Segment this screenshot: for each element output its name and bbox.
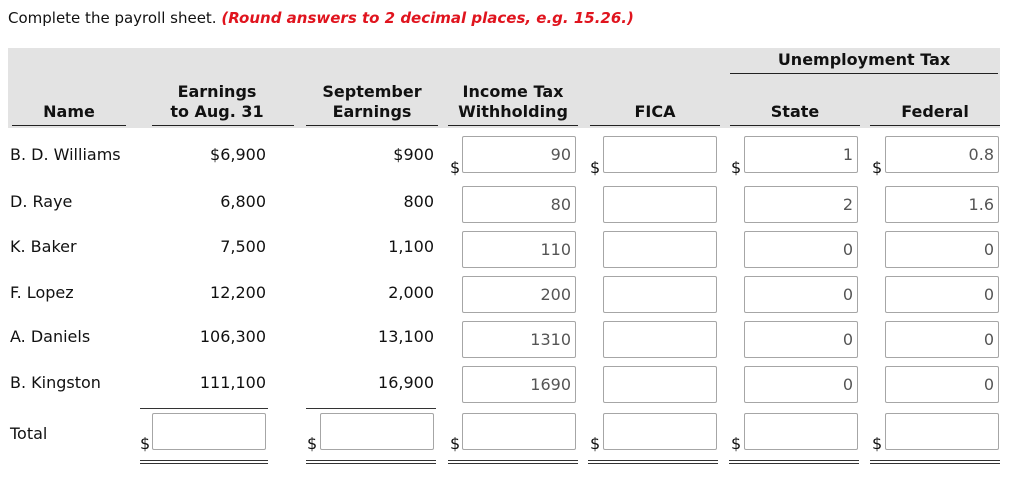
fica-input[interactable] (603, 231, 717, 268)
total-double-rule (729, 460, 859, 464)
header-earnings-l2: to Aug. 31 (170, 102, 264, 121)
rounding-note: (Round answers to 2 decimal places, e.g. 15.26.) (221, 9, 634, 27)
header-earnings-l1: Earnings (177, 82, 257, 101)
fica-input[interactable] (603, 136, 717, 173)
total-federal-tax-input[interactable] (885, 413, 999, 450)
total-income-tax-input[interactable] (462, 413, 576, 450)
dollar-sign: $ (590, 158, 601, 177)
header-rule-state (730, 125, 860, 126)
header-name: Name (43, 102, 95, 121)
header-state: State (770, 102, 820, 121)
income-tax-input[interactable] (462, 276, 576, 313)
federal-tax-input[interactable] (885, 136, 999, 173)
header-rule-september (306, 125, 438, 126)
fica-input[interactable] (603, 186, 717, 223)
total-double-rule (306, 460, 436, 464)
total-rule-earnings (140, 408, 268, 409)
instruction (8, 8, 634, 28)
row-name: B. D. Williams (10, 145, 121, 164)
dollar-sign: $ (872, 434, 883, 453)
income-tax-input[interactable] (462, 321, 576, 358)
total-label: Total (10, 424, 48, 443)
state-tax-input[interactable] (744, 136, 858, 173)
header-tax-l1: Income Tax (462, 82, 564, 101)
total-fica-input[interactable] (603, 413, 717, 450)
total-state-tax-input[interactable] (744, 413, 858, 450)
total-rule-september (306, 408, 436, 409)
row-earnings: $6,900 (210, 145, 266, 164)
instruction-text: Complete the payroll sheet. (8, 9, 217, 27)
header-rule-name (12, 125, 126, 126)
federal-tax-input[interactable] (885, 321, 999, 358)
row-earnings: 111,100 (199, 373, 266, 392)
row-name: B. Kingston (10, 373, 101, 392)
header-federal: Federal (901, 102, 969, 121)
row-name: F. Lopez (10, 283, 74, 302)
income-tax-input[interactable] (462, 186, 576, 223)
header-september-l2: Earnings (332, 102, 412, 121)
row-name: D. Raye (10, 192, 73, 211)
header-rule-federal (870, 125, 1000, 126)
row-earnings: 7,500 (220, 237, 266, 256)
state-tax-input[interactable] (744, 186, 858, 223)
dollar-sign: $ (731, 434, 742, 453)
dollar-sign: $ (450, 434, 461, 453)
header-rule-earnings (152, 125, 294, 126)
total-double-rule (448, 460, 578, 464)
row-september: $900 (393, 145, 434, 164)
dollar-sign: $ (450, 158, 461, 177)
row-september: 13,100 (378, 327, 434, 346)
row-september: 16,900 (378, 373, 434, 392)
row-september: 800 (403, 192, 434, 211)
header-rule-fica (590, 125, 720, 126)
federal-tax-input[interactable] (885, 366, 999, 403)
fica-input[interactable] (603, 276, 717, 313)
header-unemployment-rule (730, 73, 998, 74)
header-unemployment-tax: Unemployment Tax (777, 50, 951, 69)
income-tax-input[interactable] (462, 136, 576, 173)
state-tax-input[interactable] (744, 231, 858, 268)
row-name: K. Baker (10, 237, 77, 256)
dollar-sign: $ (590, 434, 601, 453)
dollar-sign: $ (307, 434, 318, 453)
row-september: 2,000 (388, 283, 434, 302)
state-tax-input[interactable] (744, 276, 858, 313)
header-september-l1: September (322, 82, 422, 101)
total-double-rule (140, 460, 268, 464)
row-earnings: 6,800 (220, 192, 266, 211)
dollar-sign: $ (731, 158, 742, 177)
header-rule-tax (448, 125, 578, 126)
row-name: A. Daniels (10, 327, 91, 346)
federal-tax-input[interactable] (885, 186, 999, 223)
total-double-rule (870, 460, 1000, 464)
header-tax-l2: Withholding (458, 102, 568, 121)
total-september-input[interactable] (320, 413, 434, 450)
row-earnings: 106,300 (199, 327, 266, 346)
dollar-sign: $ (872, 158, 883, 177)
fica-input[interactable] (603, 366, 717, 403)
dollar-sign: $ (140, 434, 151, 453)
state-tax-input[interactable] (744, 366, 858, 403)
row-september: 1,100 (388, 237, 434, 256)
income-tax-input[interactable] (462, 231, 576, 268)
state-tax-input[interactable] (744, 321, 858, 358)
total-double-rule (588, 460, 718, 464)
header-fica: FICA (634, 102, 676, 121)
row-earnings: 12,200 (210, 283, 266, 302)
fica-input[interactable] (603, 321, 717, 358)
federal-tax-input[interactable] (885, 231, 999, 268)
total-earnings-input[interactable] (152, 413, 266, 450)
income-tax-input[interactable] (462, 366, 576, 403)
federal-tax-input[interactable] (885, 276, 999, 313)
